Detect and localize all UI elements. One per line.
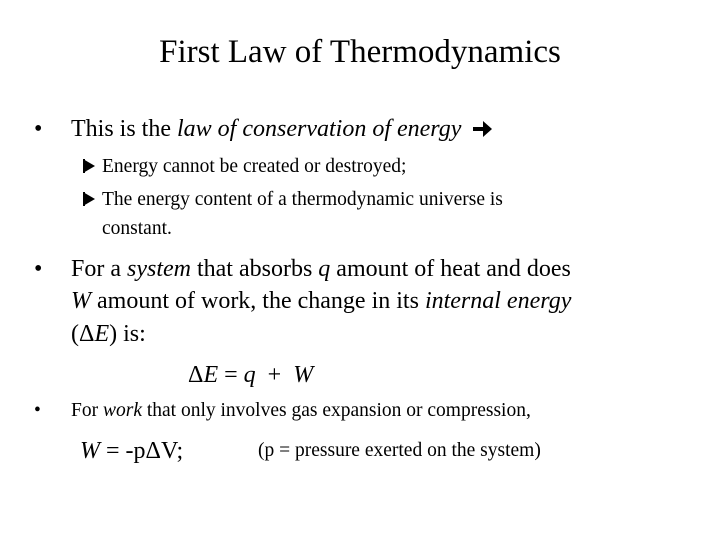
bullet-system-line2: W amount of work, the change in its internal energy: [71, 288, 572, 314]
equation-work: W = -pΔV;: [80, 438, 184, 464]
sub-bullet-energy-content: The energy content of a thermodynamic universe is: [34, 189, 503, 211]
equation-internal-energy: ΔE = q + W: [188, 362, 314, 388]
bullet-marker: •: [34, 256, 43, 282]
bullet-system-line1: • For a system that absorbs q amount of heat and does: [34, 256, 571, 282]
arrow-bullet-icon: [83, 159, 95, 173]
arrow-bullet-icon: [83, 192, 95, 206]
bullet-conservation: • This is the law of conservation of energy: [34, 116, 493, 143]
bullet-marker: •: [34, 400, 41, 421]
bullet-system-line3: (ΔE) is:: [71, 321, 146, 347]
sub-bullet-energy-content-cont: constant.: [102, 218, 172, 239]
sub-bullet-cannot-create: Energy cannot be created or destroyed;: [34, 156, 406, 178]
right-arrow-icon: [471, 119, 493, 139]
slide-title: First Law of Thermodynamics: [159, 34, 561, 70]
equation-work-note: (p = pressure exerted on the system): [258, 440, 541, 461]
bullet-marker: •: [34, 116, 43, 142]
bullet-work: • For work that only involves gas expansion or compression,: [34, 400, 531, 421]
